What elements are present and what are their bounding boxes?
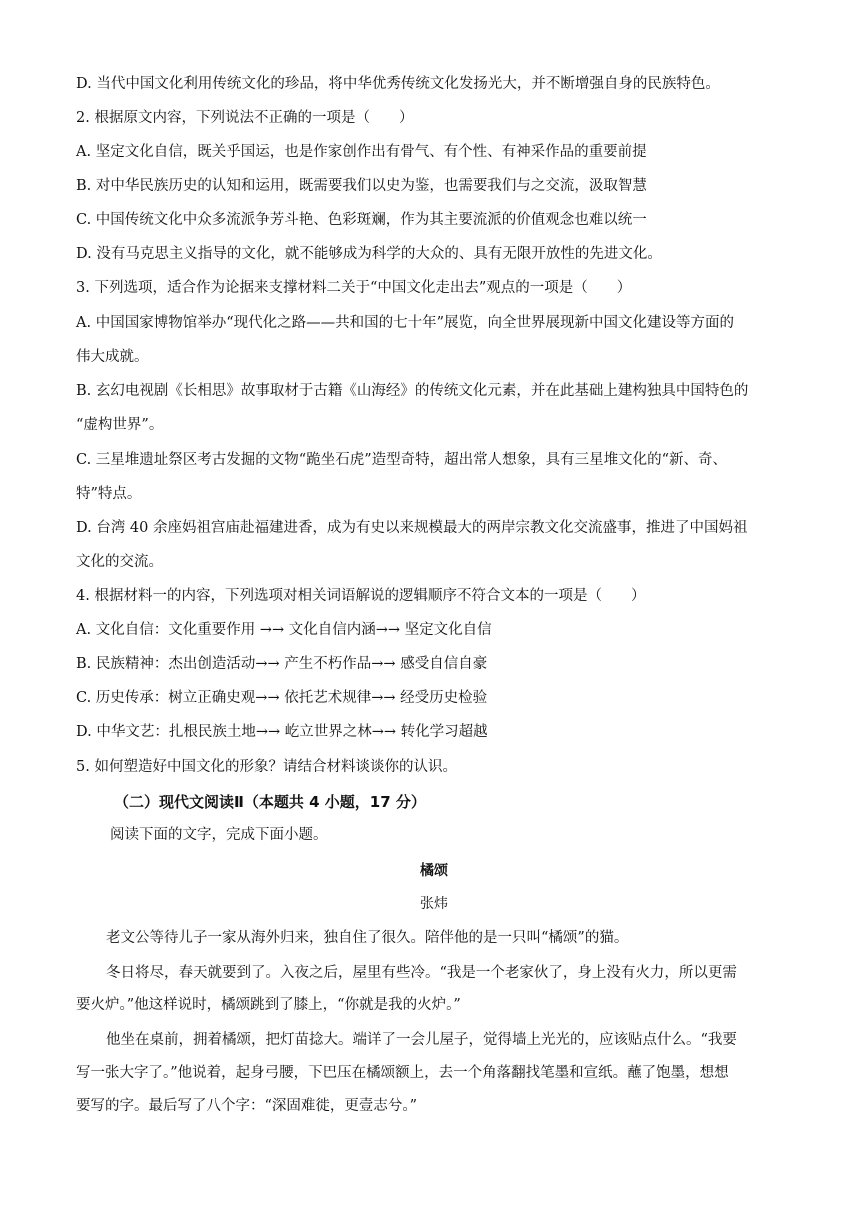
option-line: B. 对中华民族历史的认知和运用，既需要我们以史为鉴，也需要我们与之交流，汲取智慧 bbox=[76, 178, 647, 194]
story-paragraph-cont: 写一张大字了。”他说着，起身弓腰，下巴压在橘颂额上，去一个角落翻找笔墨和宣纸。蘸了饱墨，想想 bbox=[76, 1065, 729, 1081]
option-line: D. 没有马克思主义指导的文化，就不能够成为科学的大众的、具有无限开放性的先进文化。 bbox=[76, 246, 662, 262]
option-line: D. 当代中国文化利用传统文化的珍品，将中华优秀传统文化发扬光大，并不断增强自身的民族特色。 bbox=[76, 76, 720, 92]
option-line: A. 中国国家博物馆举办“现代化之路——共和国的七十年”展览，向全世界展现新中国文化建设等方面的 bbox=[76, 315, 735, 331]
question-3: 3. 下列选项，适合作为论据来支撑材料二关于“中国文化走出去”观点的一项是（ ） bbox=[76, 280, 632, 296]
section-heading: （二）现代文阅读Ⅱ（本题共 4 小题，17 分） bbox=[114, 793, 426, 811]
story-author: 张炜 bbox=[420, 896, 448, 912]
option-line-cont: 特”特点。 bbox=[76, 486, 142, 502]
option-line-cont: “虚构世界”。 bbox=[76, 417, 164, 433]
instruction: 阅读下面的文字，完成下面小题。 bbox=[110, 827, 328, 843]
story-paragraph-cont: 要火炉。”他这样说时，橘颂跳到了膝上，“你就是我的火炉。” bbox=[76, 997, 461, 1013]
option-line: B. 民族精神：杰出创造活动→→ 产生不朽作品→→ 感受自信自豪 bbox=[76, 656, 488, 672]
option-line: C. 中国传统文化中众多流派争芳斗艳、色彩斑斓，作为其主要流派的价值观念也难以统一 bbox=[76, 212, 647, 228]
question-4: 4. 根据材料一的内容，下列选项对相关词语解说的逻辑顺序不符合文本的一项是（ ） bbox=[76, 588, 646, 604]
story-paragraph: 他坐在桌前，拥着橘颂，把灯苗捻大。端详了一会儿屋子，觉得墙上光光的，应该贴点什么。“我要 bbox=[106, 1032, 737, 1048]
option-line: C. 历史传承：树立正确史观→→ 依托艺术规律→→ 经受历史检验 bbox=[76, 690, 488, 706]
option-line-cont: 文化的交流。 bbox=[76, 554, 163, 570]
story-paragraph: 冬日将尽，春天就要到了。入夜之后，屋里有些冷。“我是一个老家伙了，身上没有火力，所以更需 bbox=[106, 965, 737, 981]
question-5: 5. 如何塑造好中国文化的形象？请结合材料谈谈你的认识。 bbox=[76, 759, 457, 775]
option-line: B. 玄幻电视剧《长相思》故事取材于古籍《山海经》的传统文化元素，并在此基础上建构独具中国特色的 bbox=[76, 383, 749, 399]
question-2: 2. 根据原文内容，下列说法不正确的一项是（ ） bbox=[76, 110, 414, 126]
story-paragraph-cont: 要写的字。最后写了八个字：“深固难徙，更壹志兮。” bbox=[76, 1098, 418, 1114]
option-line-cont: 伟大成就。 bbox=[76, 349, 149, 365]
option-line: D. 台湾 40 余座妈祖宫庙赴福建进香，成为有史以来规模最大的两岸宗教文化交流盛事，推进了中国妈祖 bbox=[76, 520, 748, 536]
option-line: C. 三星堆遗址祭区考古发掘的文物“跪坐石虎”造型奇特，超出常人想象，具有三星堆文化的“新、奇、 bbox=[76, 452, 728, 468]
option-line: A. 坚定文化自信，既关乎国运，也是作家创作出有骨气、有个性、有神采作品的重要前提 bbox=[76, 144, 647, 160]
option-line: A. 文化自信：文化重要作用 →→ 文化自信内涵→→ 坚定文化自信 bbox=[76, 622, 492, 638]
story-title: 橘颂 bbox=[420, 863, 448, 879]
story-paragraph: 老文公等待儿子一家从海外归来，独自住了很久。陪伴他的是一只叫“橘颂”的猫。 bbox=[106, 930, 629, 946]
option-line: D. 中华文艺：扎根民族土地→→ 屹立世界之林→→ 转化学习超越 bbox=[76, 724, 488, 740]
